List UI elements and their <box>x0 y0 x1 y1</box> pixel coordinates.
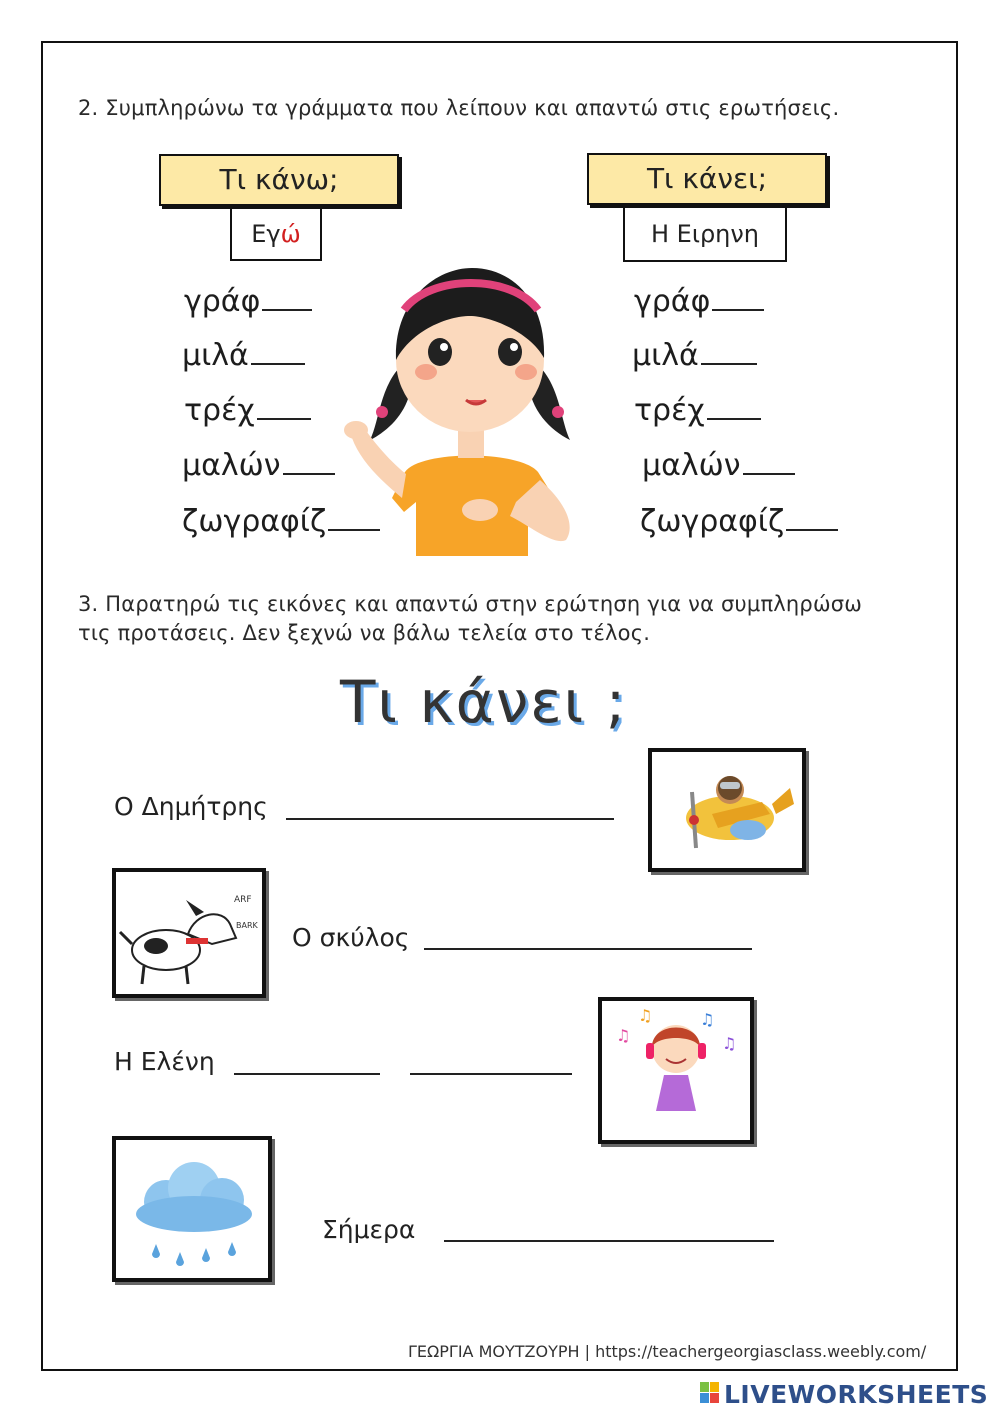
svg-text:♫: ♫ <box>700 1010 715 1029</box>
right-verb-row <box>632 338 757 373</box>
left-verb-text: ζωγραφίζ <box>182 504 327 539</box>
right-verb-row <box>640 504 838 539</box>
sentence-label: Σήμερα <box>322 1215 416 1244</box>
left-verb-row <box>182 338 305 373</box>
right-header-label: Τι κάνει; <box>646 162 768 195</box>
section3-instruction-line1: 3. Παρατηρώ τις εικόνες και απαντώ στην ερώτηση για να συμπληρώσω <box>78 592 863 616</box>
music-girl-picture <box>598 997 754 1144</box>
right-verb-row <box>642 448 795 483</box>
svg-text:ARF: ARF <box>234 895 252 905</box>
left-header-label: Τι κάνω; <box>219 163 339 196</box>
answer-line[interactable] <box>286 818 614 820</box>
left-verb-text: γράφ <box>184 284 261 319</box>
liveworksheets-brand[interactable]: LIVEWORKSHEETS <box>724 1380 989 1409</box>
left-subject-prefix: Εγ <box>251 220 281 248</box>
right-verb-row <box>634 393 761 428</box>
girl-illustration <box>340 240 600 556</box>
right-verb-text: μαλών <box>642 448 741 483</box>
left-subject-highlight: ώ <box>280 220 301 248</box>
right-verb-text: γράφ <box>634 284 711 319</box>
section2-instruction: 2. Συμπληρώνω τα γράμματα που λείπουν και απαντώ στις ερωτήσεις. <box>78 96 840 120</box>
right-verb-text: ζωγραφίζ <box>640 504 785 539</box>
left-verb-text: μιλά <box>182 338 249 373</box>
answer-line[interactable] <box>410 1073 572 1075</box>
fill-blank[interactable] <box>257 416 311 420</box>
fill-blank[interactable] <box>712 307 764 311</box>
svg-text:♫: ♫ <box>722 1034 737 1053</box>
left-verb-row <box>182 448 335 483</box>
section3-title: Τι κάνει ; <box>340 668 628 736</box>
left-verb-text: τρέχ <box>184 393 255 428</box>
right-verb-row <box>634 284 764 319</box>
svg-text:♫: ♫ <box>638 1006 653 1025</box>
left-verb-text: μαλών <box>182 448 281 483</box>
right-verb-text: μιλά <box>632 338 699 373</box>
fill-blank[interactable] <box>251 361 305 365</box>
barking-dog-icon <box>116 872 262 994</box>
section3-instruction-line2: τις προτάσεις. Δεν ξεχνώ να βάλω τελεία στο τέλος. <box>78 621 651 645</box>
rain-cloud-icon <box>116 1140 268 1278</box>
left-subject-box <box>230 207 322 261</box>
svg-text:♫: ♫ <box>616 1026 631 1045</box>
fill-blank[interactable] <box>743 471 795 475</box>
airplane-picture <box>648 748 806 872</box>
sentence-label: Ο σκύλος <box>292 923 410 952</box>
left-verb-row <box>184 284 312 319</box>
fill-blank[interactable] <box>707 416 761 420</box>
author-credit: ΓΕΩΡΓΙΑ ΜΟΥΤΖΟΥΡΗ | https://teachergeorgiasclass.weebly.com/ <box>408 1342 927 1361</box>
right-verb-text: τρέχ <box>634 393 705 428</box>
svg-text:BARK: BARK <box>236 921 258 930</box>
right-subject-box <box>623 206 787 262</box>
answer-line[interactable] <box>444 1240 774 1242</box>
answer-line[interactable] <box>234 1073 380 1075</box>
sentence-label: Ο Δημήτρης <box>114 792 268 821</box>
answer-line[interactable] <box>424 948 752 950</box>
girl-listening-music-icon <box>602 1001 750 1140</box>
fill-blank[interactable] <box>701 361 757 365</box>
right-header-box <box>587 153 827 205</box>
fill-blank[interactable] <box>283 471 335 475</box>
left-verb-row <box>184 393 311 428</box>
airplane-icon <box>652 752 802 868</box>
sentence-label: Η Ελένη <box>114 1047 215 1076</box>
rain-cloud-picture <box>112 1136 272 1282</box>
fill-blank[interactable] <box>786 527 838 531</box>
left-header-box <box>159 154 399 206</box>
fill-blank[interactable] <box>262 307 312 311</box>
liveworksheets-logo-icon <box>700 1382 720 1404</box>
dog-picture <box>112 868 266 998</box>
right-subject-label: Η Ειρηνη <box>650 220 760 248</box>
